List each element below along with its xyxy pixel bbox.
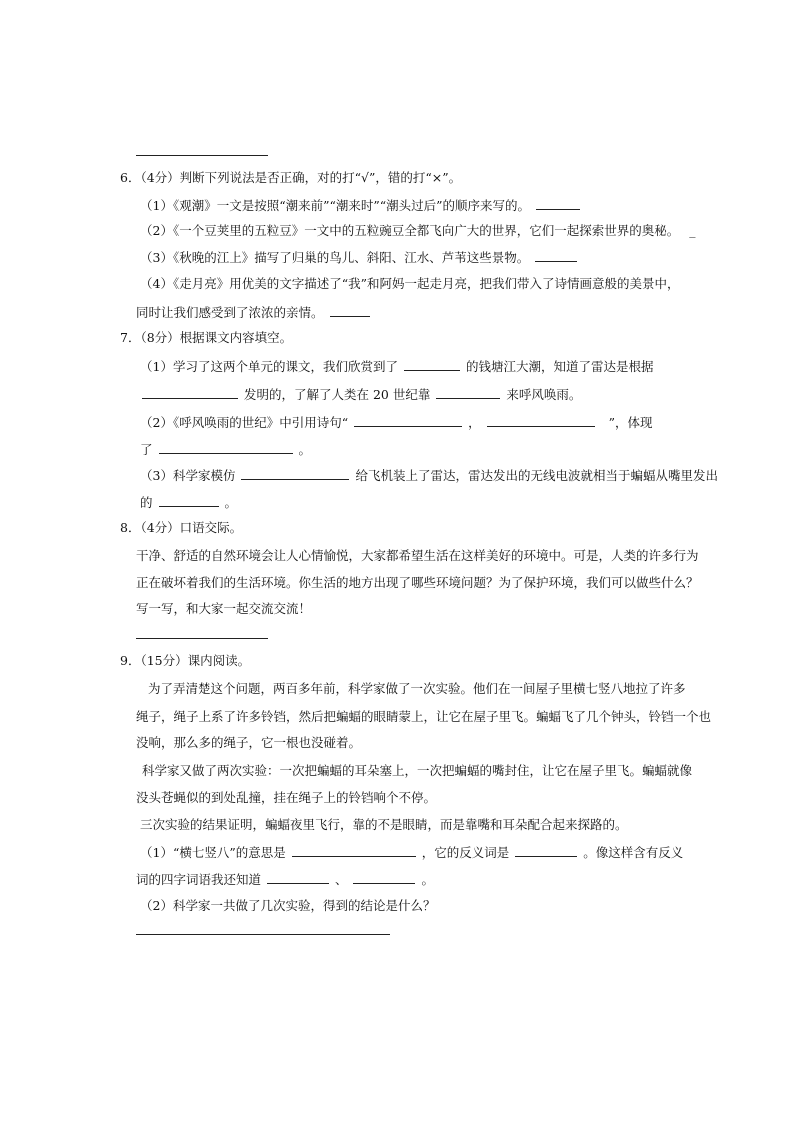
q9-blank-2[interactable]	[515, 844, 577, 857]
q7-sub3-line1	[140, 467, 718, 484]
answer-line-top	[136, 155, 268, 156]
q9-sub1-text-a: （1）“横七竖八”的意思是	[140, 845, 286, 860]
q7-sub1-line1	[140, 358, 653, 375]
q9-passage-2: 绳子，绳子上系了许多铃铛，然后把蝙蝠的眼睛蒙上，让它在屋子里飞。蝙蝠飞了几个钟头，铃铛一个也	[136, 709, 712, 724]
q6-item-2-blank[interactable]: _	[689, 223, 696, 238]
q9-sub2: （2）科学家一共做了几次实验，得到的结论是什么？	[140, 898, 436, 913]
q9-blank-3[interactable]	[267, 871, 329, 884]
q9-sub1-line2	[136, 871, 434, 888]
q8-line-2: 正在破坏着我们的生活环境。你生活的地方出现了哪些环境问题？为了保护环境，我们可以做些什么？	[136, 575, 699, 590]
q6-item-1-text: （1）《观潮》一文是按照“潮来前”“潮来时”“潮头过后”的顺序来写的。	[140, 198, 531, 213]
q6-item-1-blank[interactable]	[536, 197, 580, 210]
q7-blank-7[interactable]	[241, 467, 349, 480]
q9-title: 9．（15分）课内阅读。	[120, 653, 251, 668]
q6-item-4: （4）《走月亮》用优美的文字描述了“我”和阿妈一起走月亮，把我们带入了诗情画意般的美景中，	[140, 276, 680, 291]
q6-item-1	[140, 197, 582, 214]
q9-sub1-text-b: ，它的反义词是	[421, 845, 510, 860]
q9-sub1-text-c: 。像这样含有反义	[583, 845, 684, 860]
q7-blank-2[interactable]	[142, 386, 238, 399]
q7-sub1-text-d: 来呼风唤雨。	[506, 387, 582, 402]
q7-sub2-text-c: 了	[140, 442, 153, 457]
q9-passage-1: 为了弄清楚这个问题，两百多年前，科学家做了一次实验。他们在一间屋子里横七竖八地拉了许多	[148, 681, 686, 696]
q8-line-3: 写一写，和大家一起交流交流！	[136, 601, 312, 616]
q7-blank-4[interactable]	[354, 414, 462, 427]
q7-sub3-text-b: 给飞机装上了雷达，雷达发出的无线电波就相当于蝙蝠从嘴里发出	[355, 468, 718, 483]
q9-passage-6: 三次实验的结果证明，蝙蝠夜里飞行，靠的不是眼睛，而是靠嘴和耳朵配合起来探路的。	[140, 817, 628, 832]
q8-answer-line[interactable]	[136, 638, 268, 639]
q7-sub2-sep: ，	[468, 415, 481, 430]
q9-sub1-end: 。	[421, 872, 434, 887]
q6-item-4-cont-text: 同时让我们感受到了浓浓的亲情。	[136, 305, 324, 320]
q9-passage-5: 没头苍蝇似的到处乱撞，挂在绳子上的铃铛响个不停。	[136, 790, 437, 805]
q7-sub3-end: 。	[224, 495, 237, 510]
q7-sub2-text-b: ”，体现	[608, 415, 653, 430]
q7-blank-8[interactable]	[159, 494, 219, 507]
q7-sub1-text-c: 发明的，了解了人类在 20 世纪靠	[243, 387, 431, 402]
q7-sub1-text-a: （1）学习了这两个单元的课文，我们欣赏到了	[140, 359, 398, 374]
q7-sub2-line1	[140, 414, 652, 431]
q7-blank-5[interactable]	[487, 414, 595, 427]
q6-item-4-blank[interactable]	[330, 304, 370, 317]
q6-item-3-blank[interactable]	[535, 249, 577, 262]
q7-sub1-line2	[140, 386, 581, 403]
q9-blank-1[interactable]	[292, 844, 416, 857]
q9-sub1-line1	[140, 844, 683, 861]
q9-passage-4: 科学家又做了两次实验：一次把蝙蝠的耳朵塞上，一次把蝙蝠的嘴封住，让它在屋子里飞。蝙蝠就像	[142, 763, 693, 778]
q9-answer-line[interactable]	[136, 934, 390, 935]
q6-item-3	[140, 249, 579, 266]
q9-sub1-sep: 、	[334, 872, 348, 887]
q7-blank-1[interactable]	[404, 358, 460, 371]
q7-blank-3[interactable]	[436, 386, 500, 399]
q8-line-1: 干净、舒适的自然环境会让人心情愉悦，大家都希望生活在这样美好的环境中。可是，人类的许多行为	[136, 548, 699, 563]
q7-sub2-text-a: （2）《呼风唤雨的世纪》中引用诗句“	[140, 415, 349, 430]
q6-title: 6．（4分）判断下列说法是否正确，对的打“√”，错的打“×”。	[120, 170, 462, 185]
q9-passage-3: 没响，那么多的绳子，它一根也没碰着。	[136, 735, 362, 750]
q7-blank-6[interactable]	[159, 441, 293, 454]
q7-sub2-end: 。	[298, 442, 311, 457]
q7-sub1-text-b: 的钱塘江大潮，知道了雷达是根据	[465, 359, 654, 374]
q9-blank-4[interactable]	[353, 871, 415, 884]
q6-item-4-cont	[136, 304, 372, 321]
q6-item-2-text: （2）《一个豆荚里的五粒豆》一文中的五粒豌豆全都飞向广大的世界，它们一起探索世界的奥秘。	[140, 223, 680, 238]
q6-item-2	[140, 223, 695, 239]
q7-title: 7．（8分）根据课文内容填空。	[120, 330, 293, 345]
q7-sub2-line2	[140, 441, 311, 458]
q6-item-3-text: （3）《秋晚的江上》描写了归巢的鸟儿、斜阳、江水、芦苇这些景物。	[140, 250, 530, 265]
q7-sub3-text-c: 的	[140, 495, 153, 510]
q7-sub3-line2	[140, 494, 237, 511]
q7-sub3-text-a: （3）科学家模仿	[140, 468, 236, 483]
q9-sub1-text-d: 词的四字词语我还知道	[136, 872, 262, 887]
q8-title: 8．（4分）口语交际。	[120, 520, 243, 535]
